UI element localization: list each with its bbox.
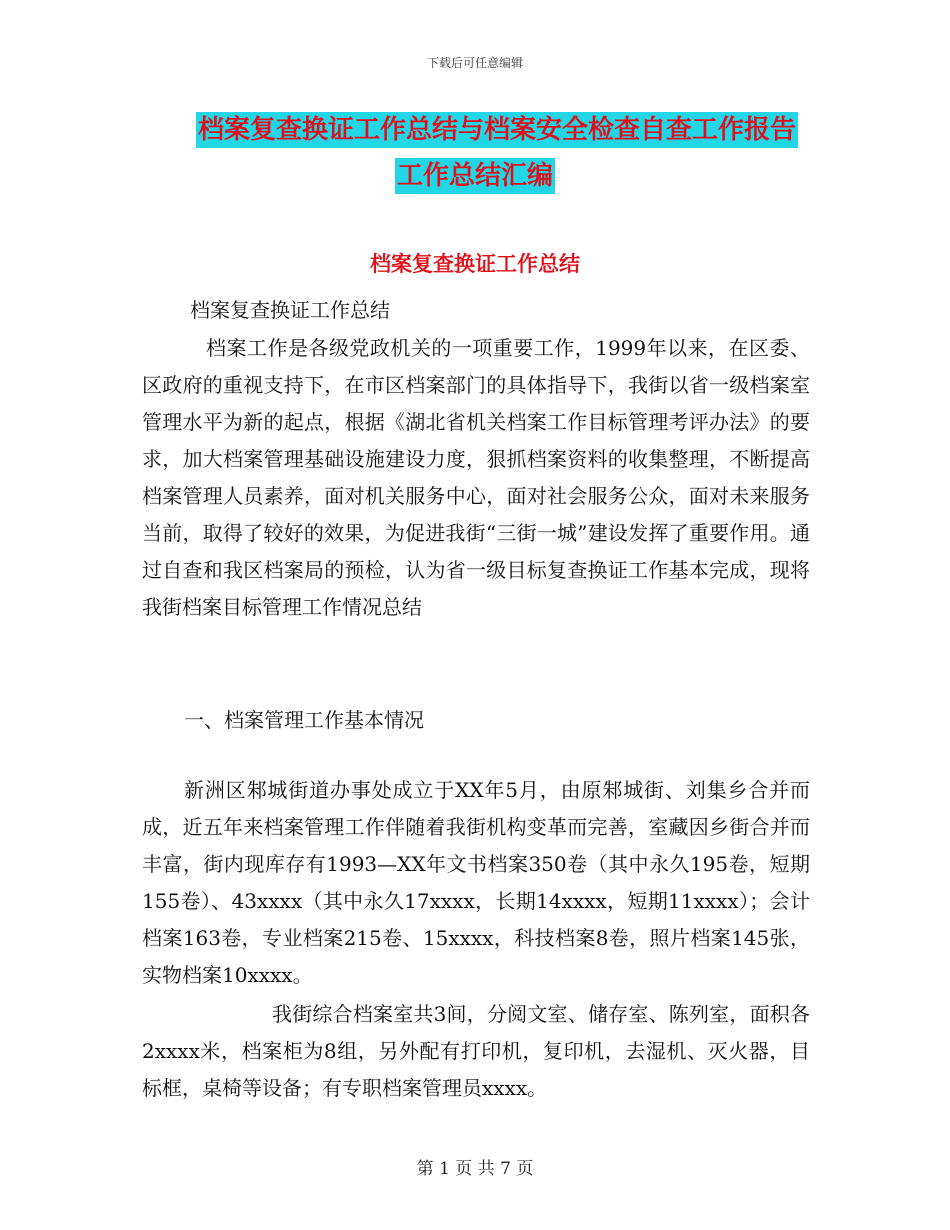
section-title: 档案复查换证工作总结 xyxy=(370,251,580,276)
title-line-2: 工作总结汇编 xyxy=(395,158,555,194)
document-title xyxy=(0,112,950,194)
page-footer: 第 1 页 共 7 页 xyxy=(416,1159,534,1179)
paragraph-intro: 档案工作是各级党政机关的一项重要工作，1999年以来，在区委、区政府的重视支持下，在市区档案部门的具体指导下，我街以省一级档案室管理水平为新的起点，根据《湖北省机关档案工作目标管理考评办法》的要求，加大档案管理基础设施建设力度，狠抓档案资料的收集整理，不断提高档案管理人员素养，面对机关服务中心，面对社会服务公众，面对未来服务当前，取得了较好的效果，为促进我街“三街一城”建设发挥了重要作用。通过自查和我区档案局的预检，认为省一级目标复查换证工作基本完成，现将我街档案目标管理工作情况总结 xyxy=(142,336,810,619)
title-line-1: 档案复查换证工作总结与档案安全检查自查工作报告 xyxy=(196,112,798,148)
header-note: 下载后可任意编辑 xyxy=(426,56,523,70)
subtitle: 档案复查换证工作总结 xyxy=(190,298,390,322)
paragraph-archive-room: 我街综合档案室共3间，分阅文室、储存室、陈列室，面积各2xxxx米，档案柜为8组，另外配有打印机，复印机，去湿机、灭火器，目标框，桌椅等设备；有专职档案管理员xxxx。 xyxy=(142,1002,810,1100)
heading-basic-situation: 一、档案管理工作基本情况 xyxy=(184,708,424,732)
paragraph-archive-holdings: 新洲区邾城街道办事处成立于XX年5月，由原邾城街、刘集乡合并而成，近五年来档案管理工作伴随着我街机构变革而完善，室藏因乡街合并而丰富，街内现库存有1993—XX年文书档案350卷（其中永久195卷，短期155卷）、43xxxx（其中永久17xxxx，长期14xxxx，短期11xxxx）；会计档案163卷，专业档案215卷、15xxxx，科技档案8卷，照片档案145张，实物档案10xxxx。 xyxy=(142,778,810,987)
